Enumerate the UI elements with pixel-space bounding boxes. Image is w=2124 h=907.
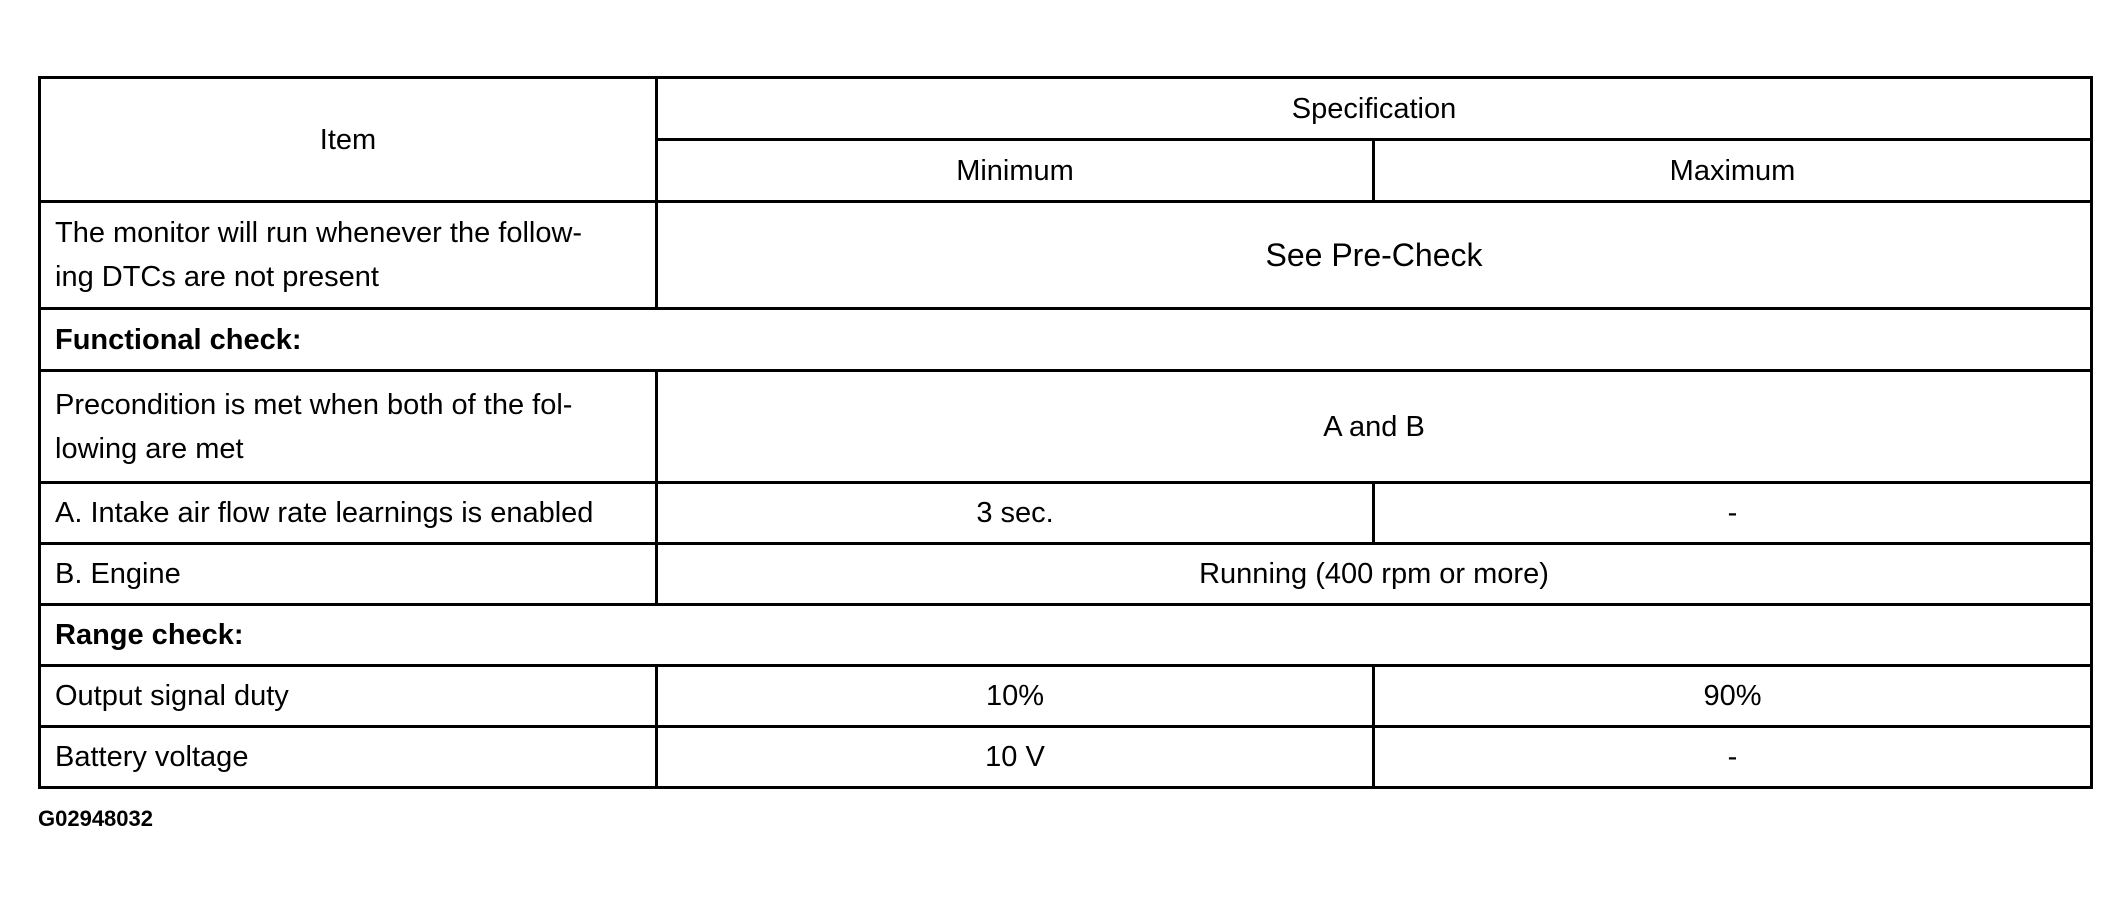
row-item: [40, 202, 657, 309]
row-minimum: 10 V: [657, 727, 1374, 788]
table-row: [40, 666, 2092, 727]
header-specification: Specification: [657, 78, 2092, 140]
figure-id: G02948032: [38, 806, 153, 831]
row-item-line: ing DTCs are not present: [55, 261, 379, 293]
row-item: A. Intake air flow rate learnings is enabled: [40, 483, 657, 544]
table-row: [40, 202, 2092, 309]
row-span-value: Running (400 rpm or more): [657, 544, 2092, 605]
row-maximum: -: [1374, 727, 2092, 788]
section-row: [40, 309, 2092, 371]
row-item: B. Engine: [40, 544, 657, 605]
header-maximum: Maximum: [1374, 140, 2092, 202]
specification-table: [38, 76, 2093, 789]
row-item: Battery voltage: [40, 727, 657, 788]
row-item-line: The monitor will run whenever the follow-: [55, 217, 583, 249]
row-span-value: See Pre-Check: [657, 202, 2092, 309]
row-minimum: 3 sec.: [657, 483, 1374, 544]
table-row: [40, 483, 2092, 544]
row-span-value: A and B: [657, 371, 2092, 483]
row-maximum: -: [1374, 483, 2092, 544]
row-item: Output signal duty: [40, 666, 657, 727]
row-maximum: 90%: [1374, 666, 2092, 727]
table-row: [40, 544, 2092, 605]
section-heading: Range check:: [40, 605, 2092, 666]
header-item: Item: [40, 78, 657, 202]
header-minimum: Minimum: [657, 140, 1374, 202]
section-row: [40, 605, 2092, 666]
table-row: [40, 371, 2092, 483]
section-heading: Functional check:: [40, 309, 2092, 371]
row-item-line: Precondition is met when both of the fol-: [55, 388, 573, 421]
row-item: [40, 371, 657, 483]
row-item-line: lowing are met: [55, 432, 244, 465]
table-row: [40, 727, 2092, 788]
row-minimum: 10%: [657, 666, 1374, 727]
header-row: [40, 78, 2092, 140]
